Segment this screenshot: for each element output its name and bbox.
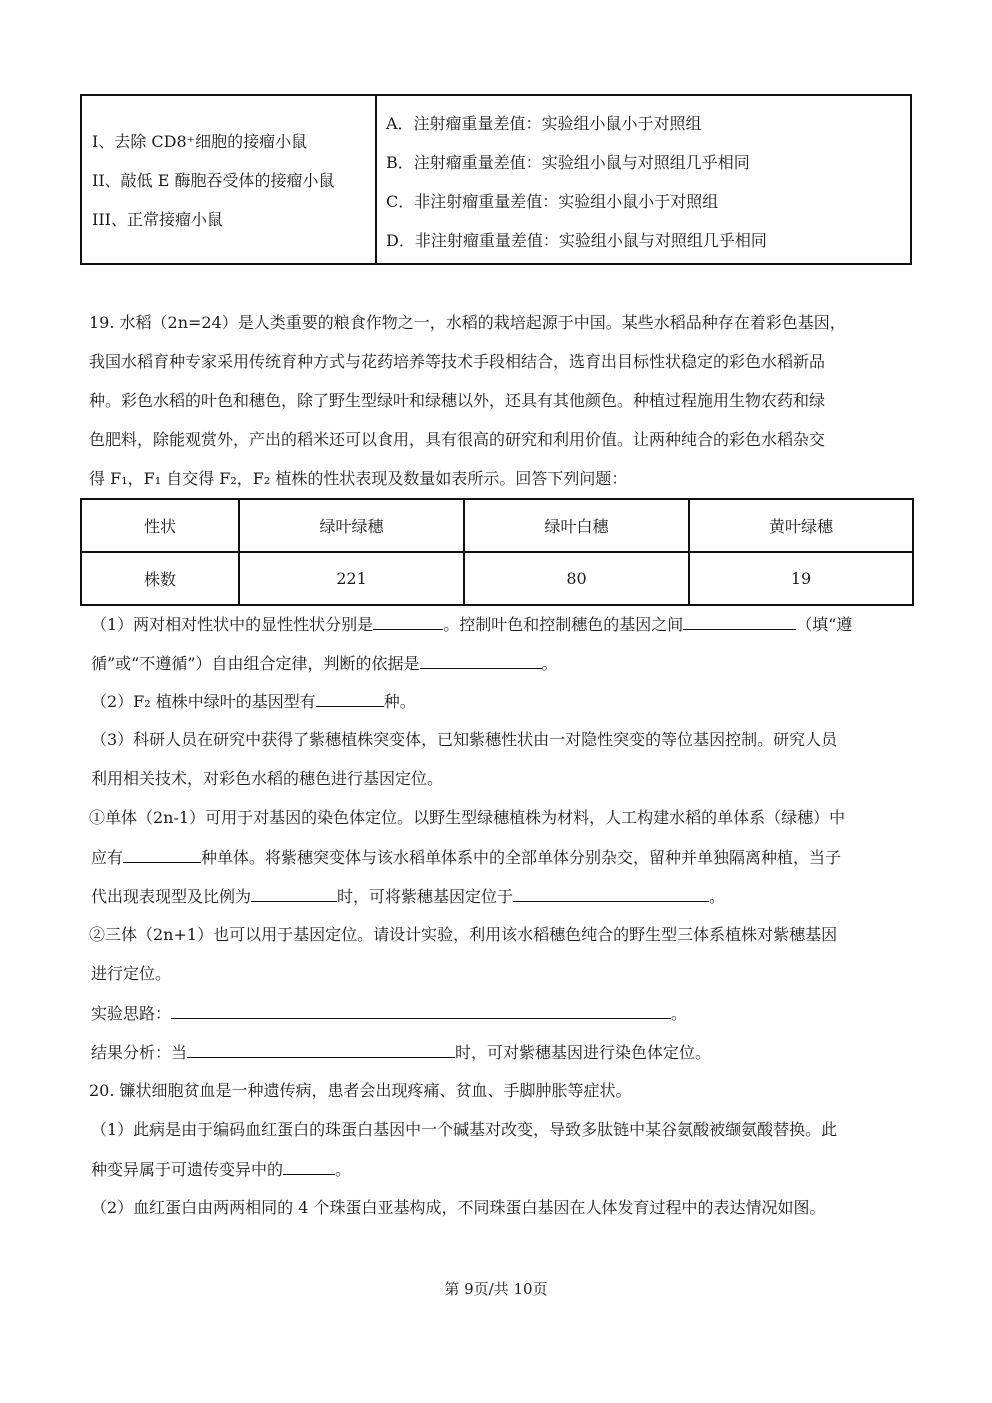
question-text: ②三体（2n+1）也可以用于基因定位。请设计实验，利用该水稻穗色纯合的野生型三体系植株对紫穗基因: [89, 925, 838, 944]
experiment-idea: [91, 1000, 911, 1026]
trisomy-part-cont: [91, 961, 911, 987]
table-header-cell: 绿叶白穗: [464, 499, 689, 552]
group-item: III、正常接瘤小鼠: [92, 210, 223, 229]
question-text: 。: [541, 654, 558, 673]
stem-line: 种。彩色水稻的叶色和穗色，除了野生型绿叶和绿穗以外，还具有其他颜色。种植过程施用生物农药和绿: [89, 391, 826, 410]
stem-line: 色肥料，除能观赏外，产出的稻米还可以食用，具有很高的研究和利用价值。让两种纯合的彩色水稻杂交: [89, 430, 826, 449]
question-text: 应有: [91, 848, 124, 867]
sub-question-1: [91, 611, 911, 637]
table-cell: 80: [464, 552, 689, 605]
table-cell: 株数: [81, 552, 239, 605]
question-text: 代出现表现型及比例为: [91, 887, 252, 906]
answer-blank[interactable]: [420, 650, 542, 669]
question-text: 种变异属于可遗传变异中的: [91, 1160, 284, 1179]
answer-blank[interactable]: [316, 688, 384, 707]
stem-line: 我国水稻育种专家采用传统育种方式与花药培养等技术手段相结合，选育出目标性状稳定的彩色水稻新品: [89, 352, 826, 371]
answer-blank[interactable]: [171, 1000, 671, 1019]
table-row: [81, 552, 913, 605]
option-b: B．注射瘤重量差值：实验组小鼠与对照组几乎相同: [386, 153, 750, 172]
sub-question-3-cont: [91, 766, 911, 792]
question-text: 利用相关技术，对彩色水稻的穗色进行基因定位。: [91, 769, 444, 788]
answer-options-cell: [377, 96, 910, 263]
question-20-sub-1: [91, 1117, 911, 1143]
question-text: 进行定位。: [91, 964, 172, 983]
question-text: 时，可对紫穗基因进行染色体定位。: [455, 1043, 712, 1062]
answer-blank[interactable]: [513, 883, 709, 902]
stem-line: 得 F₁，F₁ 自交得 F₂，F₂ 植株的性状表现及数量如表所示。回答下列问题：: [89, 469, 628, 488]
question-text: 。: [709, 887, 726, 906]
group-item: I、去除 CD8⁺细胞的接瘤小鼠: [92, 132, 308, 151]
mouse-groups-cell: [82, 96, 377, 263]
option-a: A．注射瘤重量差值：实验组小鼠小于对照组: [386, 114, 702, 133]
stem-line: 19. 水稻（2n=24）是人类重要的粮食作物之一，水稻的栽培起源于中国。某些水稻品种存在着彩色基因，: [89, 313, 846, 332]
table-header-row: [81, 499, 913, 552]
question-text: 实验思路：: [91, 1004, 172, 1023]
answer-blank[interactable]: [683, 611, 796, 630]
question-text: 。: [335, 1160, 352, 1179]
monosomy-part-cont: [91, 883, 911, 909]
question-text: 时，可将紫穗基因定位于: [337, 887, 514, 906]
table-cell: 19: [689, 552, 913, 605]
question-text: 循”或“不遵循”）自由组合定律，判断的依据是: [91, 654, 420, 673]
table-header-cell: 性状: [81, 499, 239, 552]
monosomy-part: [89, 805, 909, 831]
answer-blank[interactable]: [187, 1039, 455, 1058]
option-d: D．非注射瘤重量差值：实验组小鼠与对照组几乎相同: [386, 231, 767, 250]
question-text: 。控制叶色和控制穗色的基因之间: [443, 615, 684, 634]
question-text: （3）科研人员在研究中获得了紫穗植株突变体，已知紫穗性状由一对隐性突变的等位基因控制。研究人员: [91, 730, 838, 749]
question-text: 种单体。将紫穗突变体与该水稻单体系中的全部单体分别杂交，留种并单独隔离种植，当子: [201, 848, 842, 867]
table-cell: 221: [239, 552, 464, 605]
sub-question-3: [91, 727, 911, 753]
question-text: （填“遵: [796, 615, 853, 634]
table-header-cell: 绿叶绿穗: [239, 499, 464, 552]
result-analysis: [91, 1039, 911, 1065]
question-text: 种。: [383, 692, 416, 711]
table-header-cell: 黄叶绿穗: [689, 499, 913, 552]
answer-blank[interactable]: [123, 844, 201, 863]
question-text: 结果分析：当: [91, 1043, 188, 1062]
monosomy-part-cont: [91, 844, 911, 870]
trait-count-table: [80, 498, 914, 606]
option-c: C．非注射瘤重量差值：实验组小鼠小于对照组: [386, 192, 719, 211]
question-text: 20. 镰状细胞贫血是一种遗传病，患者会出现疼痛、贫血、手脚肿胀等症状。: [89, 1081, 632, 1100]
sub-question-2: [91, 688, 911, 714]
answer-blank[interactable]: [251, 883, 337, 902]
question-text: （1）两对相对性状中的显性性状分别是: [91, 615, 374, 634]
question-20-sub-1-cont: [91, 1156, 911, 1182]
answer-blank[interactable]: [283, 1156, 335, 1175]
page-footer: 第 9页/共 10页: [444, 1280, 548, 1298]
question-text: （2）血红蛋白由两两相同的 4 个珠蛋白亚基构成，不同珠蛋白基因在人体发育过程中的表达情况如图。: [91, 1198, 826, 1217]
question-text: 。: [671, 1004, 688, 1023]
question-text: （1）此病是由于编码血红蛋白的珠蛋白基因中一个碱基对改变，导致多肽链中某谷氨酸被缬氨酸替换。此: [91, 1120, 838, 1139]
question-20-sub-2: [91, 1195, 911, 1221]
group-item: II、敲低 E 酶胞吞受体的接瘤小鼠: [92, 171, 335, 190]
question-text: ①单体（2n-1）可用于对基因的染色体定位。以野生型绿穗植株为材料，人工构建水稻的单体系（绿穗）中: [89, 808, 846, 827]
question-text: （2）F₂ 植株中绿叶的基因型有: [91, 692, 316, 711]
options-table: [80, 94, 912, 265]
question-19-stem: [89, 310, 909, 492]
answer-blank[interactable]: [373, 611, 443, 630]
trisomy-part: [89, 922, 909, 948]
question-20-stem: [89, 1078, 909, 1104]
sub-question-1-cont: [91, 650, 911, 676]
